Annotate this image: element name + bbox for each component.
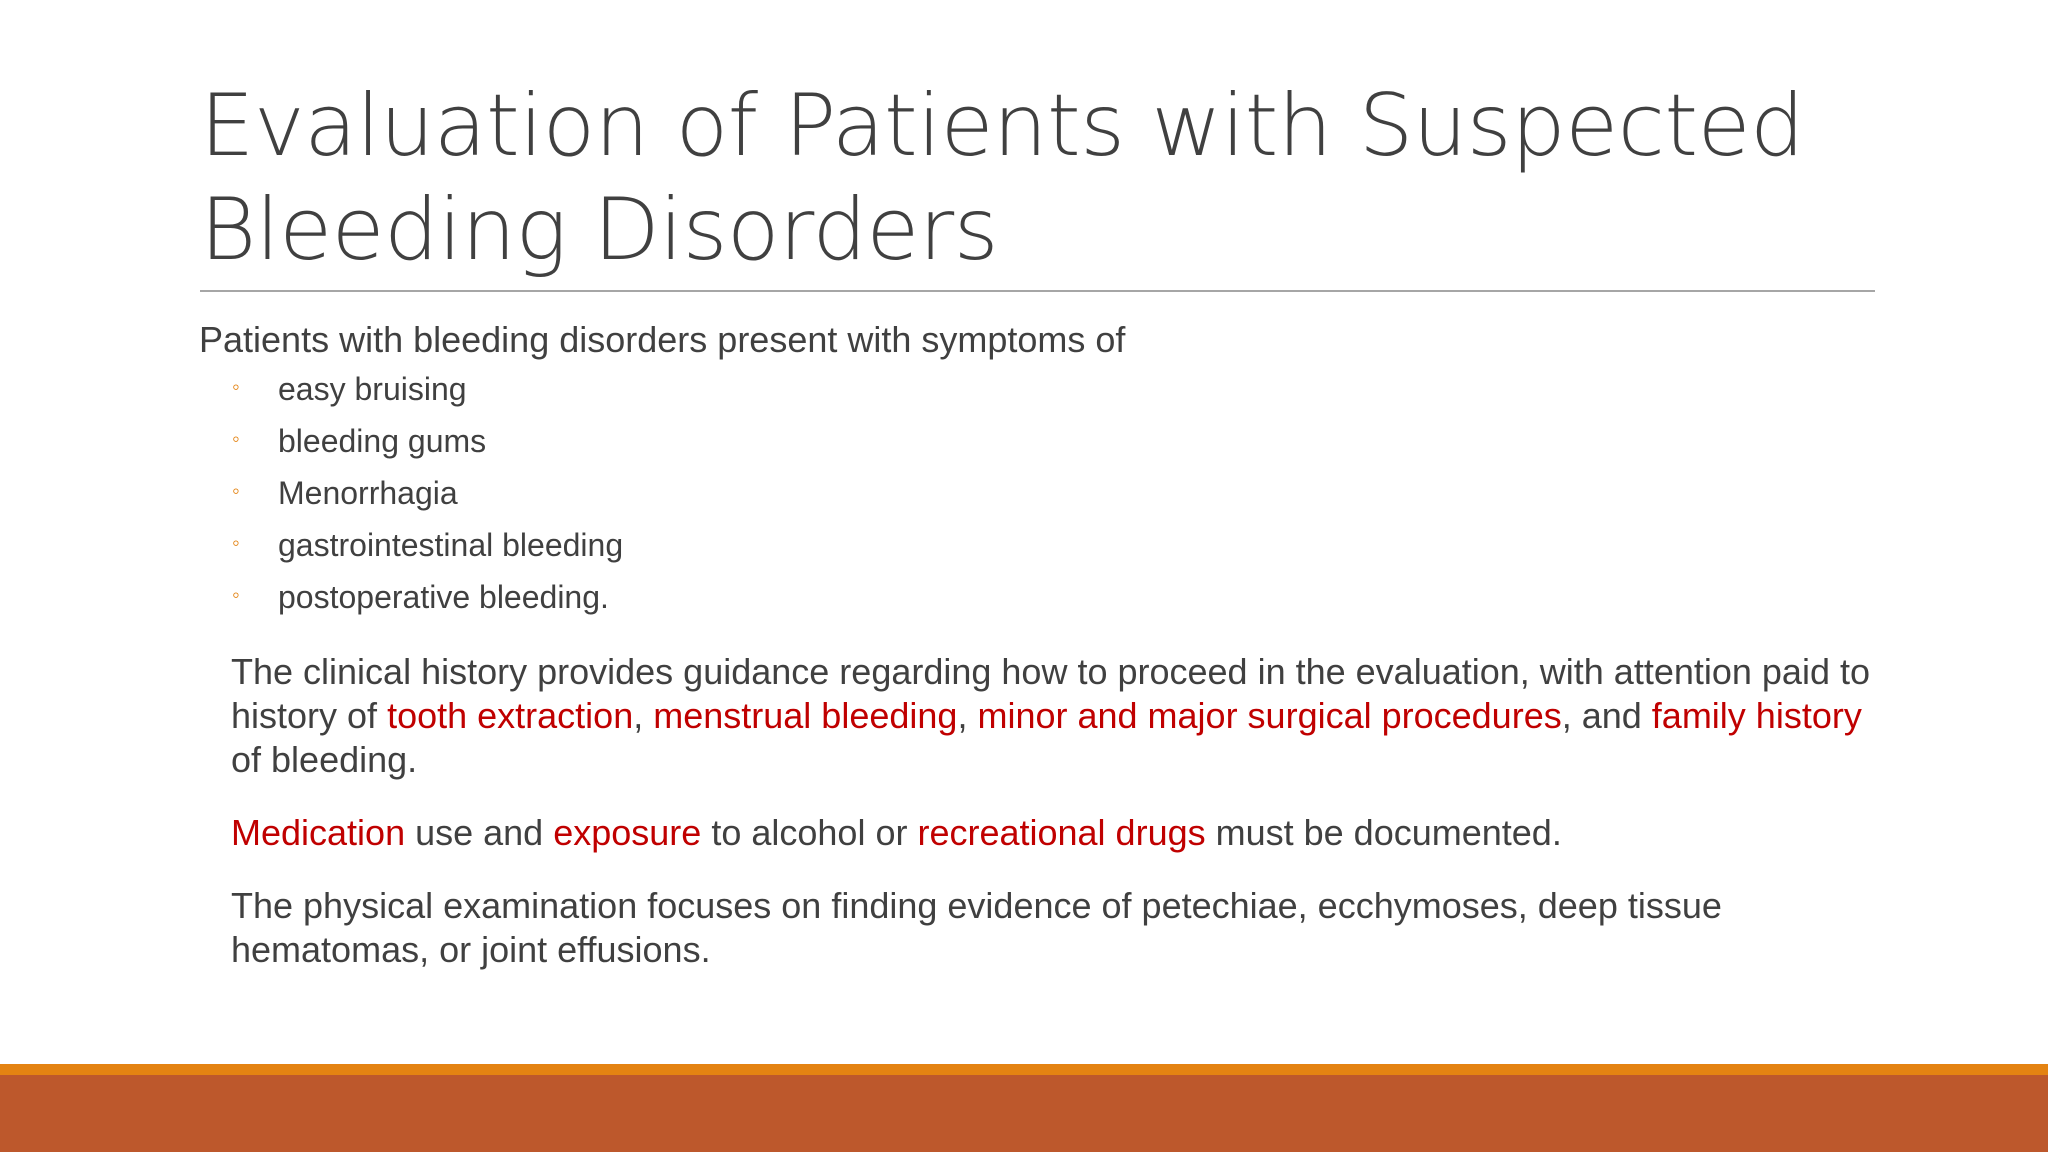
highlight-tooth-extraction: tooth extraction	[387, 695, 634, 736]
bullet-circle-icon: ◦	[232, 530, 240, 555]
paragraph-text: must be documented.	[1205, 812, 1562, 853]
footer-band	[0, 1075, 2048, 1152]
paragraph-text: to alcohol or	[701, 812, 918, 853]
highlight-recreational-drugs: recreational drugs	[917, 812, 1206, 853]
paragraph-text: The clinical history provides guidance regarding how to proceed in the evaluation, with attention paid to history of	[231, 651, 1871, 736]
list-item-text: gastrointestinal bleeding	[278, 527, 624, 563]
slide-title-line-2: Bleeding Disorders	[200, 180, 999, 280]
footer-accent-stripe	[0, 1064, 2048, 1075]
paragraph-text: , and	[1561, 695, 1652, 736]
highlight-exposure: exposure	[553, 812, 702, 853]
clinical-history-paragraph	[231, 650, 1871, 782]
highlight-menstrual-bleeding: menstrual bleeding	[653, 695, 958, 736]
slide-title	[200, 74, 1880, 282]
highlight-medication: Medication	[231, 812, 406, 853]
list-item-text: bleeding gums	[278, 423, 487, 459]
list-item-text: easy bruising	[278, 371, 467, 407]
paragraph-text: ,	[633, 695, 654, 736]
bullet-circle-icon: ◦	[232, 582, 240, 607]
physical-exam-paragraph: The physical examination focuses on finding evidence of petechiae, ecchymoses, deep tissue hematomas, or joint effusions.	[231, 885, 1722, 970]
paragraph-text: of bleeding.	[231, 739, 418, 780]
paragraph-text: ,	[957, 695, 978, 736]
medication-paragraph	[231, 811, 1871, 855]
paragraph-text: use and	[405, 812, 554, 853]
title-divider	[200, 290, 1875, 292]
list-item-text: Menorrhagia	[278, 475, 458, 511]
bullet-circle-icon: ◦	[232, 478, 240, 503]
highlight-surgical-procedures: minor and major surgical procedures	[977, 695, 1562, 736]
intro-text: Patients with bleeding disorders present with symptoms of	[199, 319, 1126, 360]
bullet-circle-icon: ◦	[232, 426, 240, 451]
bullet-circle-icon: ◦	[232, 374, 240, 399]
highlight-family-history: family history	[1651, 695, 1862, 736]
list-item-text: postoperative bleeding.	[278, 579, 609, 615]
slide-title-line-1: Evaluation of Patients with Suspected	[200, 76, 1805, 176]
